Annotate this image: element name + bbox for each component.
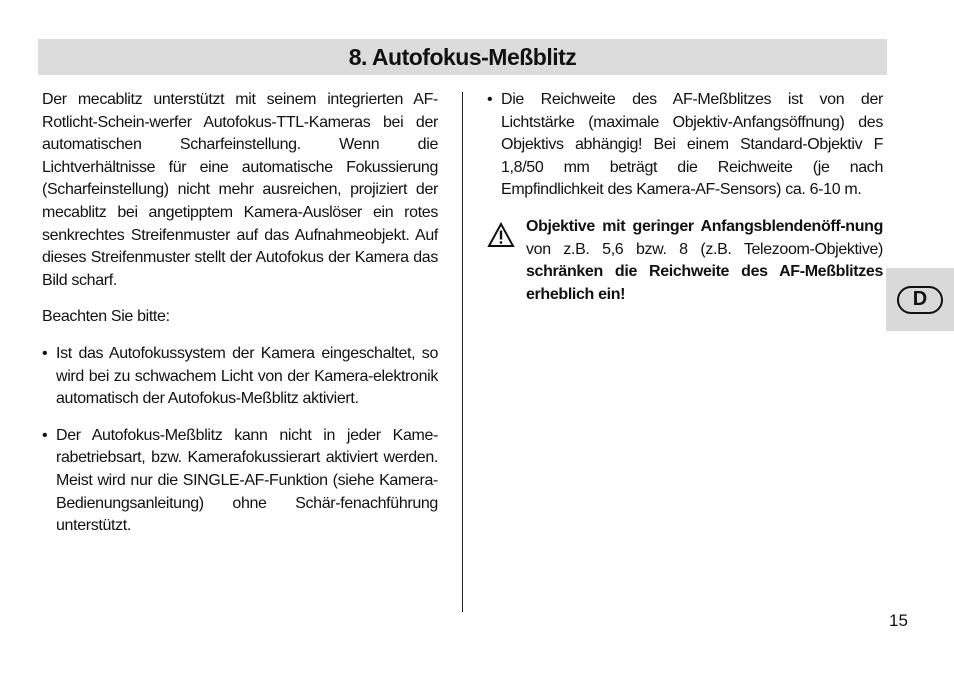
note-heading: Beachten Sie bitte: bbox=[42, 308, 170, 326]
warning-normal: von z.B. 5,6 bzw. 8 (z.B. Telezoom-Objektive) bbox=[526, 240, 883, 258]
column-divider bbox=[462, 92, 463, 612]
warning-triangle-icon bbox=[487, 216, 526, 306]
bullet-dot: • bbox=[42, 344, 48, 362]
bullet-dot: • bbox=[487, 91, 493, 108]
page-number: 15 bbox=[889, 611, 908, 630]
warning-bold-start: Objektive mit geringer Anfangsblendenöff-nung bbox=[526, 217, 883, 235]
warning-text bbox=[526, 216, 883, 306]
bullet-text: Die Reichweite des AF-Meßblitzes ist von der Lichtstärke (maximale Objektiv-Anfangsöffnung) des Objektivs abhängig! Bei einem Standard-Objektiv F 1,8/50 mm beträgt die Reichweite (je nach Empfindlichkeit des Kamera-AF-Sensors) ca. 6-10 m. bbox=[501, 91, 883, 199]
bullet-text: Ist das Autofokussystem der Kamera eingeschaltet, so wird bei zu schwachem Licht von der Kamera-elektronik automatisch der Autofokus-Meßblitz aktiviert. bbox=[56, 344, 438, 408]
bullet-text: Der Autofokus-Meßblitz kann nicht in jeder Kame-rabetriebsart, bzw. Kamerafokussierart aktiviert werden. Meist wird nur die SINGLE-AF-Funktion (siehe Kamera-Bedienungsanleitung) ohne Schär-fenachführung unterstützt. bbox=[56, 426, 438, 535]
list-item bbox=[487, 89, 883, 202]
list-item bbox=[42, 425, 438, 538]
right-column bbox=[487, 89, 883, 306]
page-title: 8. Autofokus-Meßblitz bbox=[348, 43, 577, 70]
title-bar bbox=[38, 39, 887, 75]
list-item bbox=[42, 343, 438, 411]
warning-note bbox=[487, 216, 883, 306]
language-label: D bbox=[897, 286, 943, 314]
intro-paragraph: Der mecablitz unterstützt mit seinem integrierten AF-Rotlicht-Schein-werfer Autofokus-TTL-Kameras bei der automatischen Scharfeinstellung. Wenn die Lichtverhältnisse für eine automatische Fokussierung (Scharfeinstellung) nicht mehr ausreichen, projiziert der mecablitz bei angetipptem Kamera-Auslöser ein rotes senkrechtes Streifenmuster auf das Aufnahmeobjekt. Auf dieses Streifenmuster stellt der Autofokus der Kamera das Bild scharf. bbox=[42, 91, 438, 289]
warning-bold-end: schränken die Reichweite des AF-Meßblitzes erheblich ein! bbox=[526, 263, 883, 303]
bullet-dot: • bbox=[42, 426, 48, 444]
language-tab bbox=[886, 268, 954, 331]
left-column bbox=[42, 89, 438, 538]
